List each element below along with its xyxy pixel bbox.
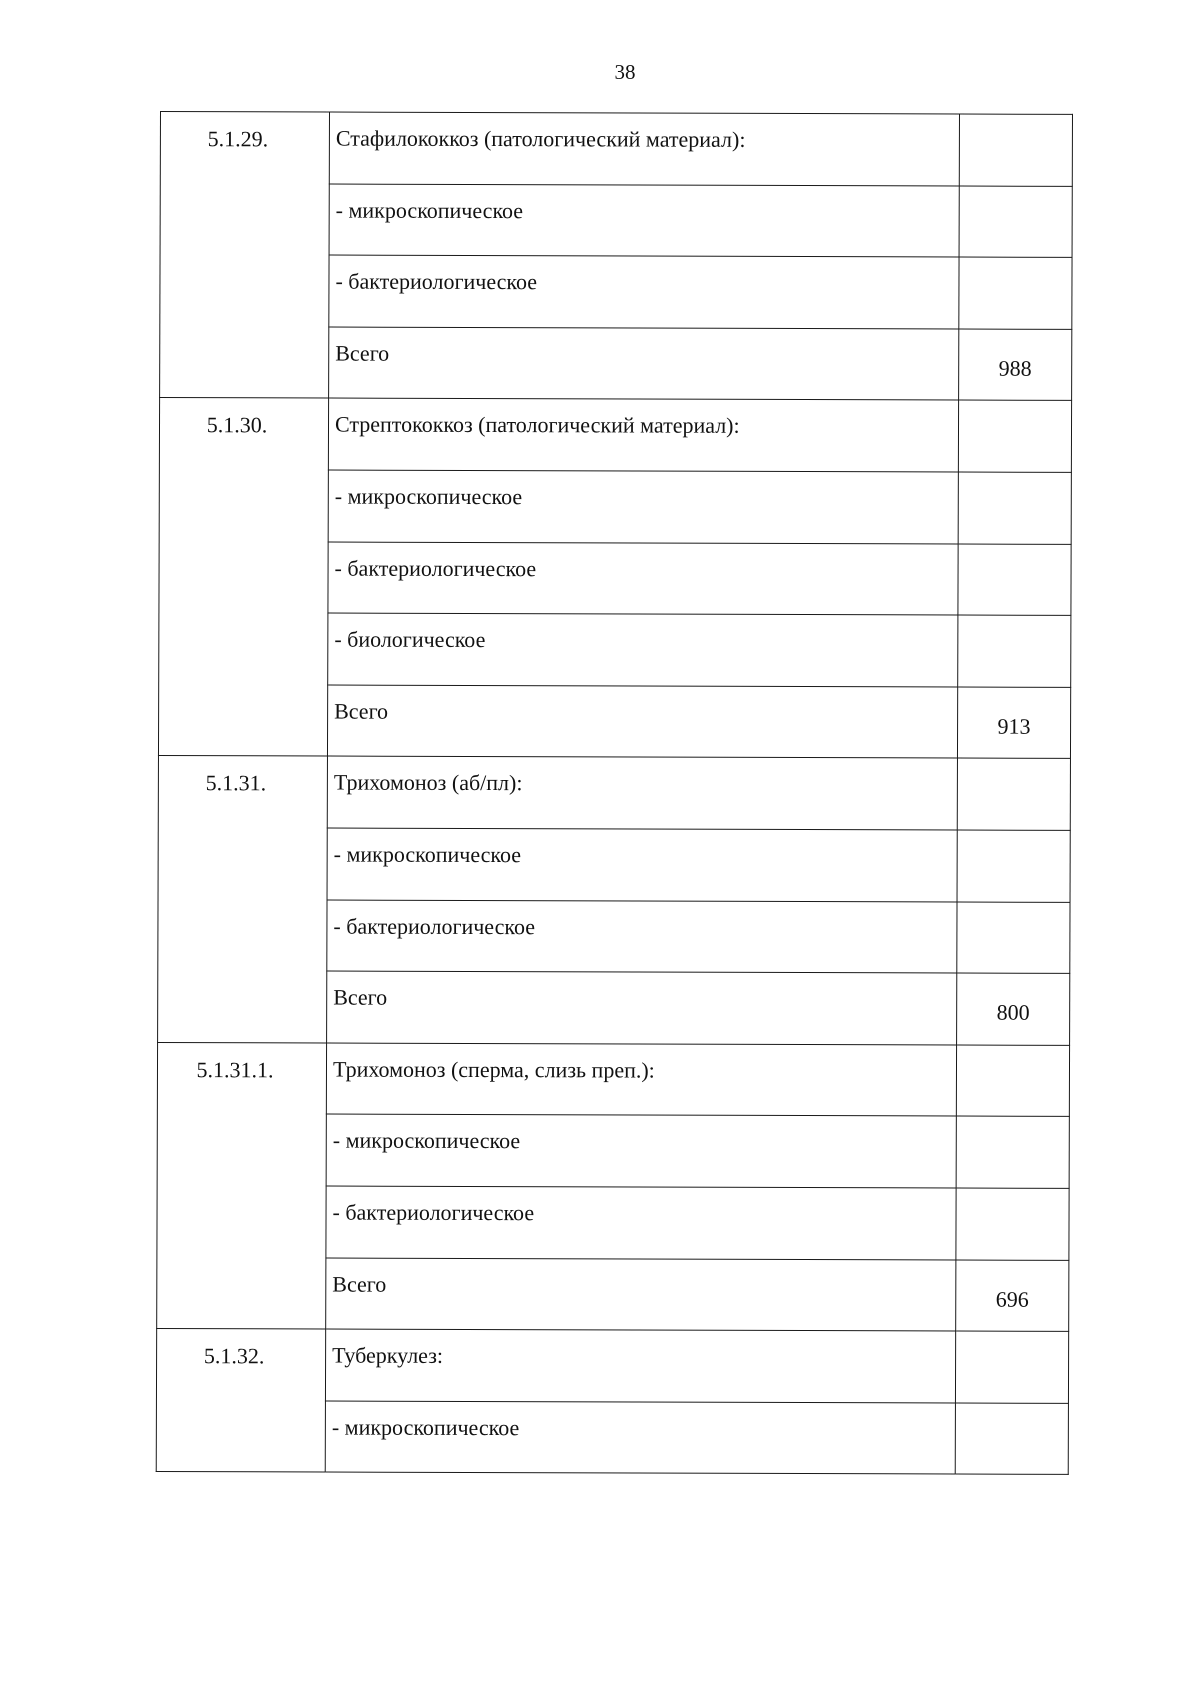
item-name: Всего — [329, 327, 959, 401]
item-value — [957, 902, 1070, 974]
item-name: Трихомоноз (аб/пл): — [327, 756, 957, 830]
item-value — [956, 1045, 1069, 1117]
item-name: - микроскопическое — [328, 470, 958, 544]
item-code: 5.1.31.1. — [157, 1042, 327, 1329]
item-name: Всего — [327, 685, 957, 759]
table-row — [158, 756, 1070, 830]
item-name: Всего — [326, 1258, 956, 1332]
table-row — [156, 1329, 1068, 1403]
item-code: 5.1.31. — [158, 756, 328, 1043]
item-name: Стрептококкоз (патологический материал): — [328, 398, 958, 472]
item-value — [958, 472, 1071, 544]
item-name: - бактериологическое — [326, 1186, 956, 1260]
item-value — [958, 400, 1071, 472]
item-name: Туберкулез: — [325, 1329, 955, 1403]
item-name: - микроскопическое — [325, 1401, 955, 1475]
item-name: Всего — [327, 971, 957, 1045]
table-row — [160, 112, 1072, 186]
item-value — [958, 615, 1071, 687]
item-total-value: 913 — [957, 687, 1070, 759]
item-value — [956, 1116, 1069, 1188]
item-name: - бактериологическое — [329, 255, 959, 329]
item-name: - бактериологическое — [327, 900, 957, 974]
table-row — [157, 1042, 1069, 1116]
item-value — [959, 257, 1072, 329]
item-name: - микроскопическое — [326, 1114, 956, 1188]
table-row — [159, 398, 1071, 472]
item-value — [958, 544, 1071, 616]
item-total-value: 988 — [959, 329, 1072, 401]
item-code: 5.1.30. — [158, 398, 328, 756]
item-code: 5.1.32. — [156, 1329, 325, 1473]
item-total-value: 696 — [956, 1260, 1069, 1332]
item-value — [955, 1403, 1068, 1475]
item-value — [959, 114, 1072, 186]
item-value — [957, 830, 1070, 902]
item-value — [957, 758, 1070, 830]
item-name: - микроскопическое — [327, 828, 957, 902]
item-total-value: 800 — [957, 973, 1070, 1045]
item-name: - бактериологическое — [328, 542, 958, 616]
item-name: - биологическое — [328, 613, 958, 687]
item-name: Стафилококкоз (патологический материал): — [329, 112, 959, 186]
item-value — [956, 1188, 1069, 1260]
item-value — [959, 186, 1072, 258]
item-name: Трихомоноз (сперма, слизь преп.): — [326, 1043, 956, 1117]
item-value — [955, 1331, 1068, 1403]
price-table — [156, 111, 1073, 1475]
page-number: 38 — [614, 60, 636, 84]
item-name: - микроскопическое — [329, 184, 959, 258]
item-code: 5.1.29. — [160, 112, 330, 399]
